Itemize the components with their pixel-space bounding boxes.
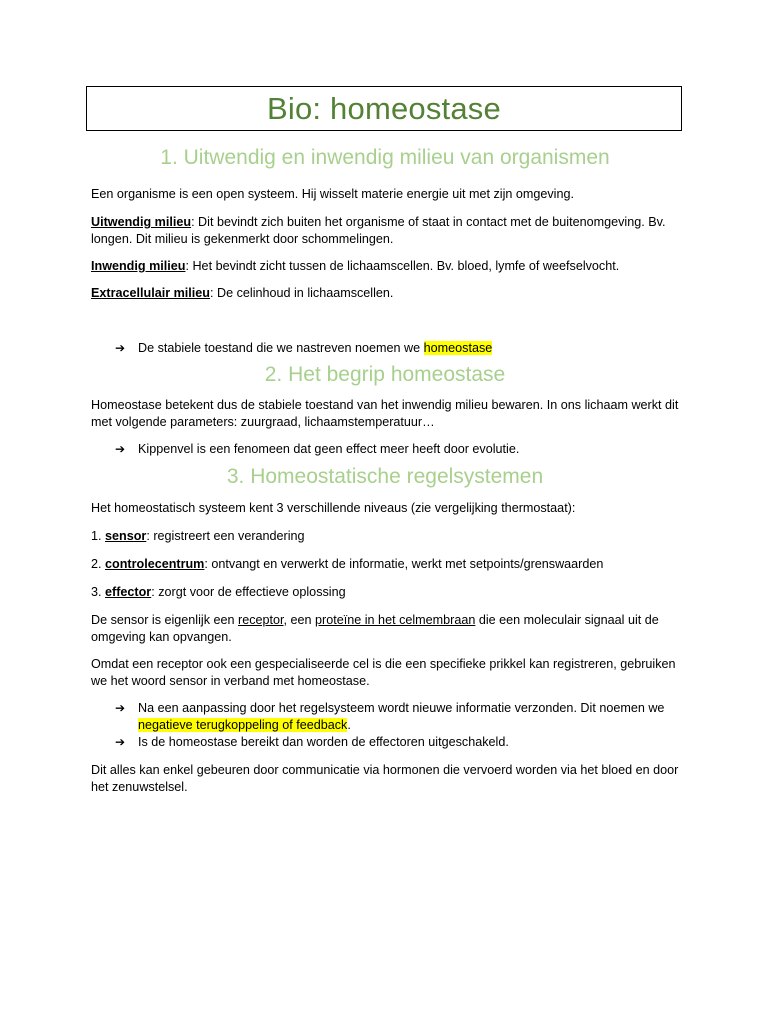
level-term: effector [105, 585, 152, 599]
definition-text: : De celinhoud in lichaamscellen. [210, 286, 394, 300]
closing-paragraph: Dit alles kan enkel gebeuren door communicatie via hormonen die vervoerd worden via het bloed en door het zenuwstelsel. [91, 763, 679, 794]
level-term: controlecentrum [105, 557, 205, 571]
definition-text: : Het bevindt zicht tussen de lichaamscellen. Bv. bloed, lymfe of weefselvocht. [185, 259, 620, 273]
section-2-heading: 2. Het begrip homeostase [264, 363, 506, 386]
bullet-text-end: . [347, 718, 351, 732]
arrow-icon: ➔ [115, 735, 126, 749]
document-body [91, 140, 681, 796]
bullet-item [91, 734, 681, 751]
level-number: 1. [91, 529, 106, 543]
level-effector [91, 584, 681, 601]
level-sensor [91, 528, 681, 545]
level-controlecentrum [91, 556, 681, 573]
definition-uitwendig-milieu [91, 214, 681, 248]
sensor-paragraph [91, 612, 681, 646]
bullet-text-start: De stabiele toestand die we nastreven noemen we [138, 341, 424, 355]
level-number: 2. [91, 557, 106, 571]
bullet-item [91, 441, 681, 458]
arrow-icon: ➔ [115, 442, 126, 456]
protein-term: proteïne in het celmembraan [315, 613, 476, 627]
sensor-text: die een moleculair signaal uit de omgeving kan opvangen. [91, 613, 659, 644]
bullet-text-start: Na een aanpassing door het regelsysteem wordt nieuwe informatie verzonden. Dit noemen we [138, 701, 665, 715]
sensor-text: , een [283, 613, 316, 627]
bullet-text [138, 700, 681, 734]
level-term: sensor [105, 529, 147, 543]
highlight-homeostase: homeostase [423, 341, 493, 355]
definition-term: Inwendig milieu [91, 259, 186, 273]
definition-inwendig-milieu [91, 258, 681, 275]
arrow-icon: ➔ [115, 341, 126, 355]
section-3-intro: Het homeostatisch systeem kent 3 verschillende niveaus (zie vergelijking thermostaat): [91, 501, 576, 515]
bullet-text: Kippenvel is een fenomeen dat geen effect meer heeft door evolutie. [138, 442, 520, 456]
section-3-heading: 3. Homeostatische regelsystemen [226, 465, 544, 488]
level-text: : registreert een verandering [146, 529, 305, 543]
definition-term: Extracellulair milieu [91, 286, 210, 300]
section-2-intro: Homeostase betekent dus de stabiele toestand van het inwendig milieu bewaren. In ons lichaam werkt dit met volgende parameters: zuurgraad, lichaamstemperatuur… [91, 398, 679, 429]
definition-extracellulair-milieu [91, 285, 681, 302]
receptor-paragraph: Omdat een receptor ook een gespecialiseerde cel is die een specifieke prikkel kan registreren, gebruiken we het woord sensor in verband met homeostase. [91, 657, 676, 688]
title-box [86, 86, 682, 131]
definition-text: : Dit bevindt zich buiten het organisme of staat in contact met de buitenomgeving. Bv. longen. Dit milieu is gekenmerkt door schommelingen. [91, 215, 666, 246]
bullet-item [91, 340, 681, 357]
highlight-feedback: negatieve terugkoppeling of feedback [138, 718, 348, 732]
bullet-item [91, 700, 681, 734]
definition-term: Uitwendig milieu [91, 215, 192, 229]
section-1-heading: 1. Uitwendig en inwendig milieu van organismen [160, 146, 610, 169]
section-1-intro: Een organisme is een open systeem. Hij wisselt materie energie uit met zijn omgeving. [91, 187, 574, 201]
arrow-icon: ➔ [115, 701, 126, 715]
page-title: Bio: homeostase [267, 90, 501, 126]
bullet-text [138, 340, 681, 357]
bullet-text: Is de homeostase bereikt dan worden de effectoren uitgeschakeld. [138, 735, 509, 749]
level-text: : ontvangt en verwerkt de informatie, werkt met setpoints/grenswaarden [204, 557, 604, 571]
level-number: 3. [91, 585, 106, 599]
receptor-term: receptor [238, 613, 284, 627]
sensor-text: De sensor is eigenlijk een [91, 613, 239, 627]
level-text: : zorgt voor de effectieve oplossing [151, 585, 346, 599]
